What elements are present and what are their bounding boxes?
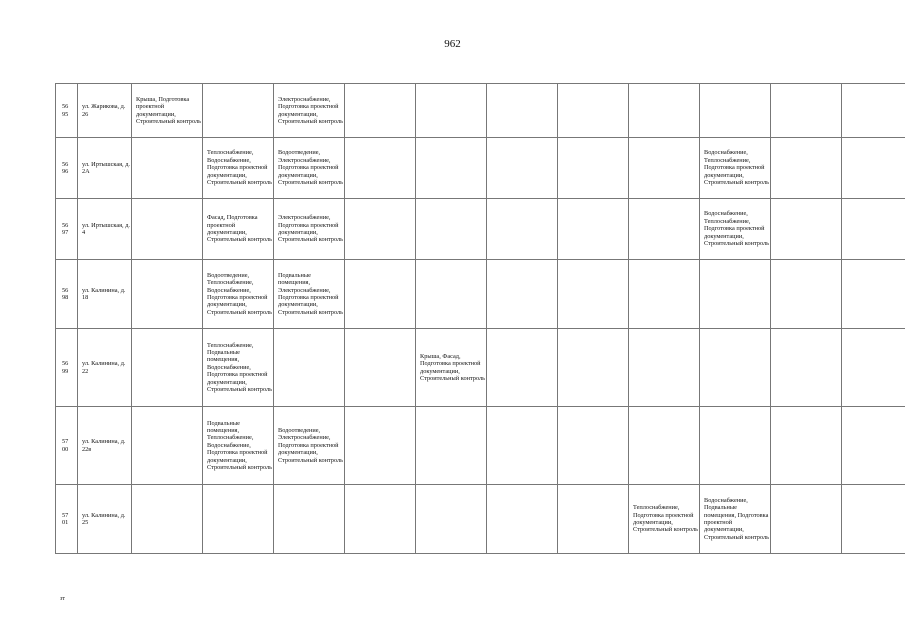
work-type-cell	[771, 84, 842, 138]
work-type-cell	[842, 485, 905, 554]
work-type-cell	[771, 260, 842, 329]
row-number-cell	[56, 138, 78, 199]
work-type-cell	[345, 485, 416, 554]
work-type-cell	[416, 407, 487, 485]
table-body	[56, 84, 905, 554]
table-row	[56, 84, 905, 138]
work-type-cell	[487, 407, 558, 485]
work-type-cell	[629, 407, 700, 485]
work-type-cell	[558, 407, 629, 485]
work-type-cell	[629, 84, 700, 138]
work-type-cell	[771, 329, 842, 407]
work-type-cell: Фасад, Подготовка проектной документации, Строительный контроль	[203, 199, 274, 260]
work-type-cell	[558, 138, 629, 199]
work-type-cell	[771, 485, 842, 554]
row-number-part: 97	[62, 229, 69, 236]
work-type-cell	[700, 407, 771, 485]
work-type-cell	[558, 329, 629, 407]
work-type-cell	[487, 138, 558, 199]
row-number-cell	[56, 260, 78, 329]
work-type-cell	[345, 260, 416, 329]
work-type-cell: Теплоснабжение, Подготовка проектной документации, Строительный контроль	[629, 485, 700, 554]
page-number: 962	[444, 38, 461, 50]
table-row	[56, 329, 905, 407]
work-type-cell	[629, 260, 700, 329]
work-type-cell	[558, 84, 629, 138]
row-number-part: 56	[62, 160, 69, 168]
row-number-cell	[56, 407, 78, 485]
work-type-cell	[629, 199, 700, 260]
address-cell: ул. Калинина, д. 22	[78, 329, 132, 407]
work-type-cell	[345, 407, 416, 485]
work-type-cell	[345, 199, 416, 260]
work-type-cell	[487, 260, 558, 329]
work-type-cell	[558, 260, 629, 329]
work-type-cell	[487, 84, 558, 138]
work-type-cell	[842, 260, 905, 329]
row-number-cell	[56, 485, 78, 554]
work-type-cell	[203, 84, 274, 138]
work-type-cell: Водоснабжение, Теплоснабжение, Подготовка проектной документации, Строительный контроль	[700, 199, 771, 260]
row-number-part: 56	[62, 360, 69, 368]
work-type-cell: Электроснабжение, Подготовка проектной документации, Строительный контроль	[274, 84, 345, 138]
work-type-cell	[700, 329, 771, 407]
row-number-part: 01	[62, 519, 69, 526]
work-type-cell: Подвальные помещения, Электроснабжение, Подготовка проектной документации, Строительный контроль	[274, 260, 345, 329]
work-type-cell	[274, 329, 345, 407]
work-type-cell	[416, 485, 487, 554]
work-type-cell	[132, 329, 203, 407]
address-cell: ул. Калинина, д. 22в	[78, 407, 132, 485]
work-type-cell: Водоснабжение, Подвальные помещения, Подготовка проектной документации, Строительный контроль	[700, 485, 771, 554]
table-row	[56, 485, 905, 554]
work-type-cell	[416, 260, 487, 329]
row-number-part: 98	[62, 294, 69, 301]
work-type-cell	[132, 407, 203, 485]
work-type-cell	[203, 485, 274, 554]
capital-repair-table	[55, 83, 905, 554]
work-type-cell	[558, 485, 629, 554]
work-type-cell	[132, 138, 203, 199]
work-type-cell: Электроснабжение, Подготовка проектной документации, Строительный контроль	[274, 199, 345, 260]
row-number-part: 99	[62, 367, 69, 375]
work-type-cell	[416, 138, 487, 199]
work-type-cell: Теплоснабжение, Подвальные помещения, Водоснабжение, Подготовка проектной документации, Строительный контроль	[203, 329, 274, 407]
row-number-part: 56	[62, 286, 69, 294]
row-number-part: 57	[62, 438, 69, 446]
work-type-cell	[416, 199, 487, 260]
row-number-part: 57	[62, 511, 69, 519]
row-number-part: 96	[62, 168, 69, 175]
address-cell: ул. Иртышская, д. 2А	[78, 138, 132, 199]
work-type-cell: Крыша, Подготовка проектной документации, Строительный контроль	[132, 84, 203, 138]
work-type-cell	[771, 138, 842, 199]
table-row	[56, 407, 905, 485]
work-type-cell: Крыша, Фасад, Подготовка проектной документации, Строительный контроль	[416, 329, 487, 407]
address-cell: ул. Калинина, д. 25	[78, 485, 132, 554]
work-type-cell	[345, 138, 416, 199]
work-type-cell: Водоотведение, Теплоснабжение, Водоснабжение, Подготовка проектной документации, Строительный контроль	[203, 260, 274, 329]
work-type-cell	[132, 485, 203, 554]
row-number-cell	[56, 84, 78, 138]
table-row	[56, 260, 905, 329]
work-type-cell: Водоснабжение, Теплоснабжение, Подготовка проектной документации, Строительный контроль	[700, 138, 771, 199]
footer-mark: зт	[60, 596, 65, 602]
work-type-cell	[132, 260, 203, 329]
work-type-cell	[629, 138, 700, 199]
work-type-cell	[274, 485, 345, 554]
address-cell: ул. Калинина, д. 18	[78, 260, 132, 329]
work-type-cell	[416, 84, 487, 138]
row-number-part: 00	[62, 445, 69, 453]
work-type-cell	[487, 199, 558, 260]
row-number-part: 56	[62, 221, 69, 229]
work-type-cell: Подвальные помещения, Теплоснабжение, Водоснабжение, Подготовка проектной документации, Строительный контроль	[203, 407, 274, 485]
work-type-cell	[771, 199, 842, 260]
work-type-cell	[771, 407, 842, 485]
work-type-cell	[700, 260, 771, 329]
work-type-cell: Теплоснабжение, Водоснабжение, Подготовка проектной документации, Строительный контроль	[203, 138, 274, 199]
row-number-part: 95	[62, 110, 69, 118]
work-type-cell	[487, 329, 558, 407]
table-row	[56, 199, 905, 260]
row-number-part: 56	[62, 103, 69, 111]
work-type-cell	[345, 84, 416, 138]
work-type-cell	[132, 199, 203, 260]
work-type-cell	[629, 329, 700, 407]
work-type-cell	[842, 138, 905, 199]
row-number-cell	[56, 199, 78, 260]
work-type-cell	[700, 84, 771, 138]
work-type-cell	[842, 329, 905, 407]
work-type-cell: Водоотведение, Электроснабжение, Подготовка проектной документации, Строительный контроль	[274, 407, 345, 485]
work-type-cell	[842, 407, 905, 485]
work-type-cell	[345, 329, 416, 407]
address-cell: ул. Иртышская, д. 4	[78, 199, 132, 260]
work-type-cell: Водоотведение, Электроснабжение, Подготовка проектной документации, Строительный контроль	[274, 138, 345, 199]
table-row	[56, 138, 905, 199]
work-type-cell	[487, 485, 558, 554]
address-cell: ул. Жарикова, д. 26	[78, 84, 132, 138]
row-number-cell	[56, 329, 78, 407]
work-type-cell	[842, 199, 905, 260]
work-type-cell	[842, 84, 905, 138]
work-type-cell	[558, 199, 629, 260]
